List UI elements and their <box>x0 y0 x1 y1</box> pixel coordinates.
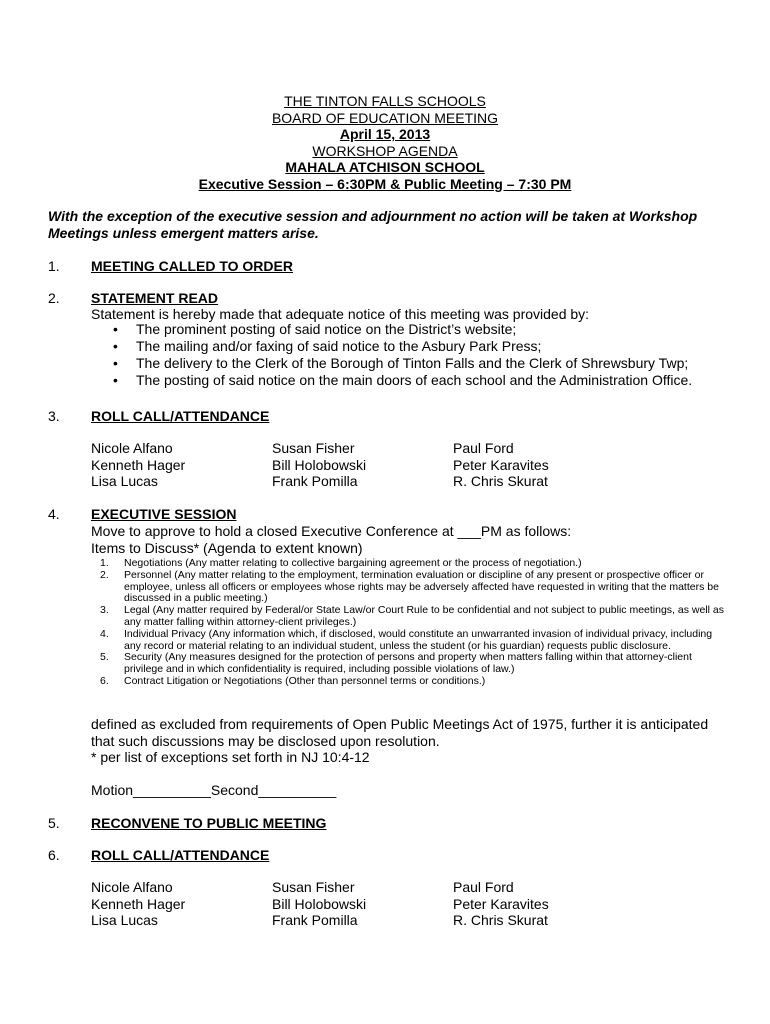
member-name: Paul Ford <box>453 440 514 456</box>
school-name: THE TINTON FALLS SCHOOLS <box>284 93 486 109</box>
list-item <box>100 676 725 688</box>
meeting-title: BOARD OF EDUCATION MEETING <box>271 109 499 126</box>
member-name: Peter Karavites <box>453 456 549 473</box>
member-name: Bill Holobowski <box>272 456 367 473</box>
motion-to-approve: Move to approve to hold a closed Executive Conference at ___PM as follows: <box>91 523 572 539</box>
member-name: Lisa Lucas <box>91 473 158 489</box>
attendance-roster <box>91 879 591 929</box>
list-item: • The mailing and/or faxing of said notice to the Asbury Park Press; <box>113 338 692 355</box>
document-header <box>0 93 770 192</box>
item-number: 1. <box>48 258 60 274</box>
intro-notice: With the exception of the executive session and adjournment no action will be taken at Workshop Meetings unless emergent matters arise. <box>48 208 698 241</box>
member-name: Susan Fisher <box>272 879 355 895</box>
exceptions-note: * per list of exceptions set forth in NJ 10:4-12 <box>91 749 370 765</box>
member-name: R. Chris Skurat <box>453 912 548 928</box>
attendance-roster <box>91 440 591 490</box>
item-heading-reconvene: RECONVENE TO PUBLIC MEETING <box>91 815 327 831</box>
list-number: 1. <box>100 557 109 569</box>
list-number: 5. <box>100 651 109 664</box>
item-heading-roll-call: ROLL CALL/ATTENDANCE <box>91 408 270 424</box>
agenda-type: WORKSHOP AGENDA <box>312 142 458 159</box>
list-number: 4. <box>100 627 109 640</box>
item-number: 2. <box>48 290 60 306</box>
member-name: Kenneth Hager <box>91 895 186 912</box>
notice-list <box>113 321 692 389</box>
list-item: • The posting of said notice on the main doors of each school and the Administration Office. <box>113 372 692 389</box>
list-item <box>100 605 725 629</box>
session-times: Executive Session – 6:30PM & Public Meeting – 7:30 PM <box>198 175 572 192</box>
item-number: 5. <box>48 815 60 831</box>
list-item: • The delivery to the Clerk of the Borough of Tinton Falls and the Clerk of Shrewsbury Twp; <box>113 355 692 372</box>
item-number: 6. <box>48 847 60 863</box>
roster-row <box>91 473 591 490</box>
member-name: R. Chris Skurat <box>453 473 548 489</box>
meeting-date: April 15, 2013 <box>339 126 431 142</box>
item-heading-statement-read: STATEMENT READ <box>91 290 219 306</box>
exceptions-list <box>100 558 725 688</box>
list-item <box>100 652 725 676</box>
list-number: 2. <box>100 568 109 581</box>
motion-second-line: Motion__________Second__________ <box>91 782 337 798</box>
member-name: Nicole Alfano <box>91 879 173 895</box>
member-name: Frank Pomilla <box>272 912 358 928</box>
member-name: Nicole Alfano <box>91 440 173 456</box>
member-name: Bill Holobowski <box>272 895 367 912</box>
list-text: Individual Privacy (Any information which, if disclosed, would constitute an unwarranted invasion of individual privacy, including any record or material relating to an individual student, unless the student (or his guardian) requests public disclosure. <box>124 627 713 652</box>
roster-row <box>91 896 591 913</box>
meeting-location: MAHALA ATCHISON SCHOOL <box>285 159 485 175</box>
item-heading-call-to-order: MEETING CALLED TO ORDER <box>91 258 293 274</box>
roster-row <box>91 912 591 929</box>
member-name: Paul Ford <box>453 879 514 895</box>
list-item: • The prominent posting of said notice on the District’s website; <box>113 321 692 338</box>
list-number: 6. <box>100 674 109 687</box>
item-heading-executive-session: EXECUTIVE SESSION <box>91 506 237 522</box>
exclusion-paragraph: defined as excluded from requirements of Open Public Meetings Act of 1975, further it is anticipated that such discussions may be disclosed upon resolution. <box>91 716 709 749</box>
statement-text: Statement is hereby made that adequate notice of this meeting was provided by: <box>91 306 590 322</box>
member-name: Susan Fisher <box>272 440 355 456</box>
list-number: 3. <box>100 604 109 617</box>
roster-row <box>91 457 591 474</box>
list-item <box>100 570 725 605</box>
member-name: Kenneth Hager <box>91 456 186 473</box>
member-name: Frank Pomilla <box>272 473 358 489</box>
list-text: Personnel (Any matter relating to the employment, termination evaluation or discipline of any present or prospective officer or employee, unless all officers or employees whose rights may be adversely affected have requested in writing that the matters be discussed in a public meeting.) <box>124 568 719 605</box>
item-number: 3. <box>48 408 60 424</box>
list-text: Negotiations (Any matter relating to collective bargaining agreement or the process of negotiation.) <box>124 557 582 569</box>
member-name: Lisa Lucas <box>91 912 158 928</box>
list-item <box>100 629 725 653</box>
list-text: Security (Any measures designed for the protection of persons and property when matters falling within that attorney-client privilege and in which confidentiality is required, including possible violations of law.) <box>124 651 692 676</box>
item-number: 4. <box>48 506 60 522</box>
roster-row <box>91 440 591 457</box>
item-heading-roll-call-2: ROLL CALL/ATTENDANCE <box>91 847 270 863</box>
member-name: Peter Karavites <box>453 895 549 912</box>
list-text: Legal (Any matter required by Federal/or State Law/or Court Rule to be confidential and not subject to public meetings, as well as any matter falling within attorney-client privileges.) <box>124 604 724 628</box>
roster-row <box>91 879 591 896</box>
items-to-discuss: Items to Discuss* (Agenda to extent known) <box>91 540 363 556</box>
list-text: Contract Litigation or Negotiations (Other than personnel terms or conditions.) <box>124 674 486 687</box>
